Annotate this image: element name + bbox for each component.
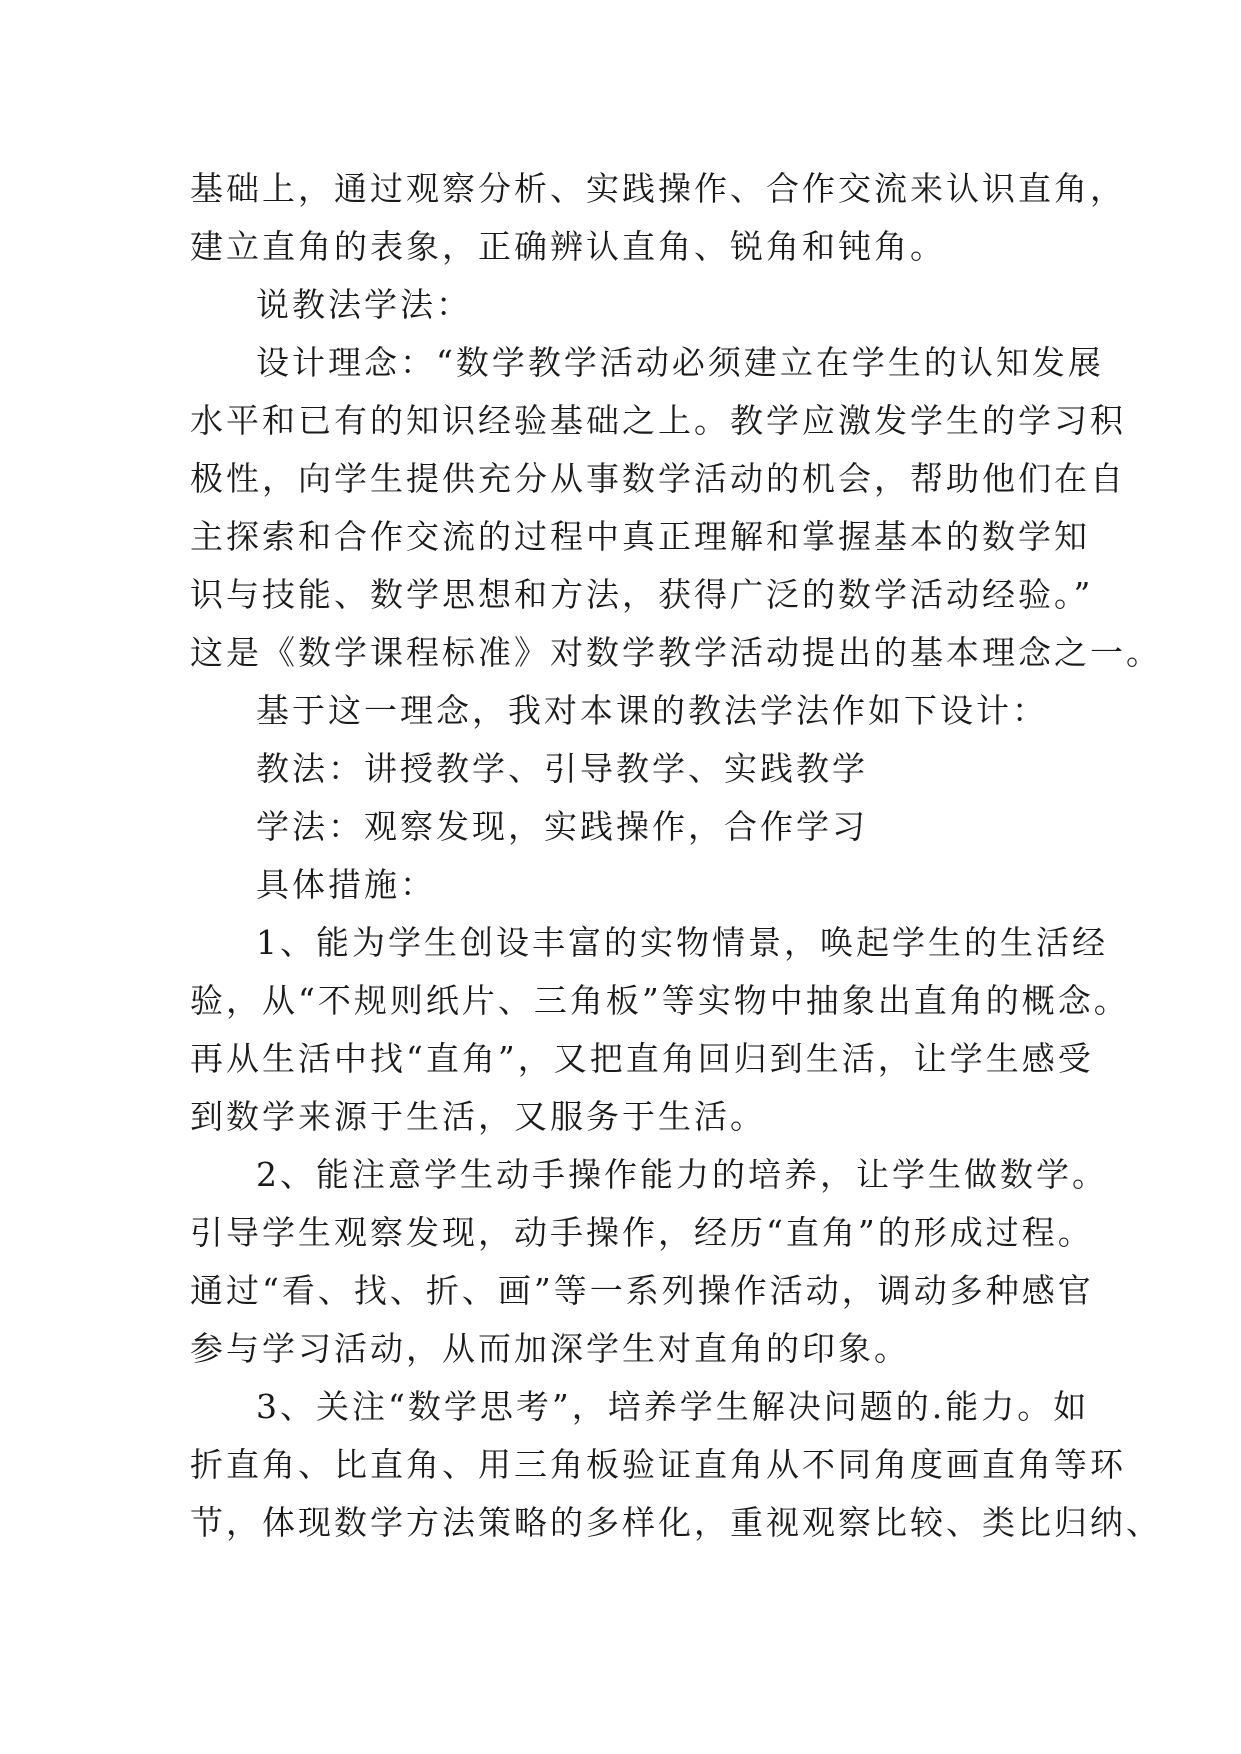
text-line: 极性，向学生提供充分从事数学活动的机会，帮助他们在自 [190,459,1126,498]
text-line: 验，从“不规则纸片、三角板”等实物中抽象出直角的概念。 [190,981,1130,1020]
document-body [190,160,1162,1552]
text-line: 2、能注意学生动手操作能力的培养，让学生做数学。 [256,1155,1108,1194]
text-line: 引导学生观察发现，动手操作，经历“直角”的形成过程。 [190,1213,1094,1252]
text-line: 建立直角的表象，正确辨认直角、锐角和钝角。 [190,227,946,266]
text-line: 再从生活中找“直角”，又把直角回归到生活，让学生感受 [190,1039,1094,1078]
text-line: 折直角、比直角、用三角板验证直角从不同角度画直角等环 [190,1445,1126,1484]
text-line: 通过“看、找、折、画”等一系列操作活动，调动多种感官 [190,1271,1094,1310]
text-line: 到数学来源于生活，又服务于生活。 [190,1097,766,1136]
text-line: 节，体现数学方法策略的多样化，重视观察比较、类比归纳、 [190,1503,1162,1542]
text-line: 主探索和合作交流的过程中真正理解和掌握基本的数学知 [190,517,1090,556]
text-line: 设计理念：“数学教学活动必须建立在学生的认知发展 [256,343,1104,382]
text-line: 这是《数学课程标准》对数学教学活动提出的基本理念之一。 [190,633,1162,672]
text-line: 识与技能、数学思想和方法，获得广泛的数学活动经验。” [190,575,1094,614]
text-line: 参与学习活动，从而加深学生对直角的印象。 [190,1329,910,1368]
text-line: 水平和已有的知识经验基础之上。教学应激发学生的学习积 [190,401,1126,440]
text-line: 说教法学法： [256,285,472,324]
text-line: 教法：讲授教学、引导教学、实践教学 [256,749,868,788]
text-line: 基础上，通过观察分析、实践操作、合作交流来认识直角， [190,169,1126,208]
text-line: 具体措施： [256,865,436,904]
text-line: 3、关注“数学思考”，培养学生解决问题的.能力。如 [256,1387,1090,1426]
text-line: 1、能为学生创设丰富的实物情景，唤起学生的生活经 [256,923,1108,962]
text-line: 学法：观察发现，实践操作，合作学习 [256,807,868,846]
text-line: 基于这一理念，我对本课的教法学法作如下设计： [256,691,1048,730]
